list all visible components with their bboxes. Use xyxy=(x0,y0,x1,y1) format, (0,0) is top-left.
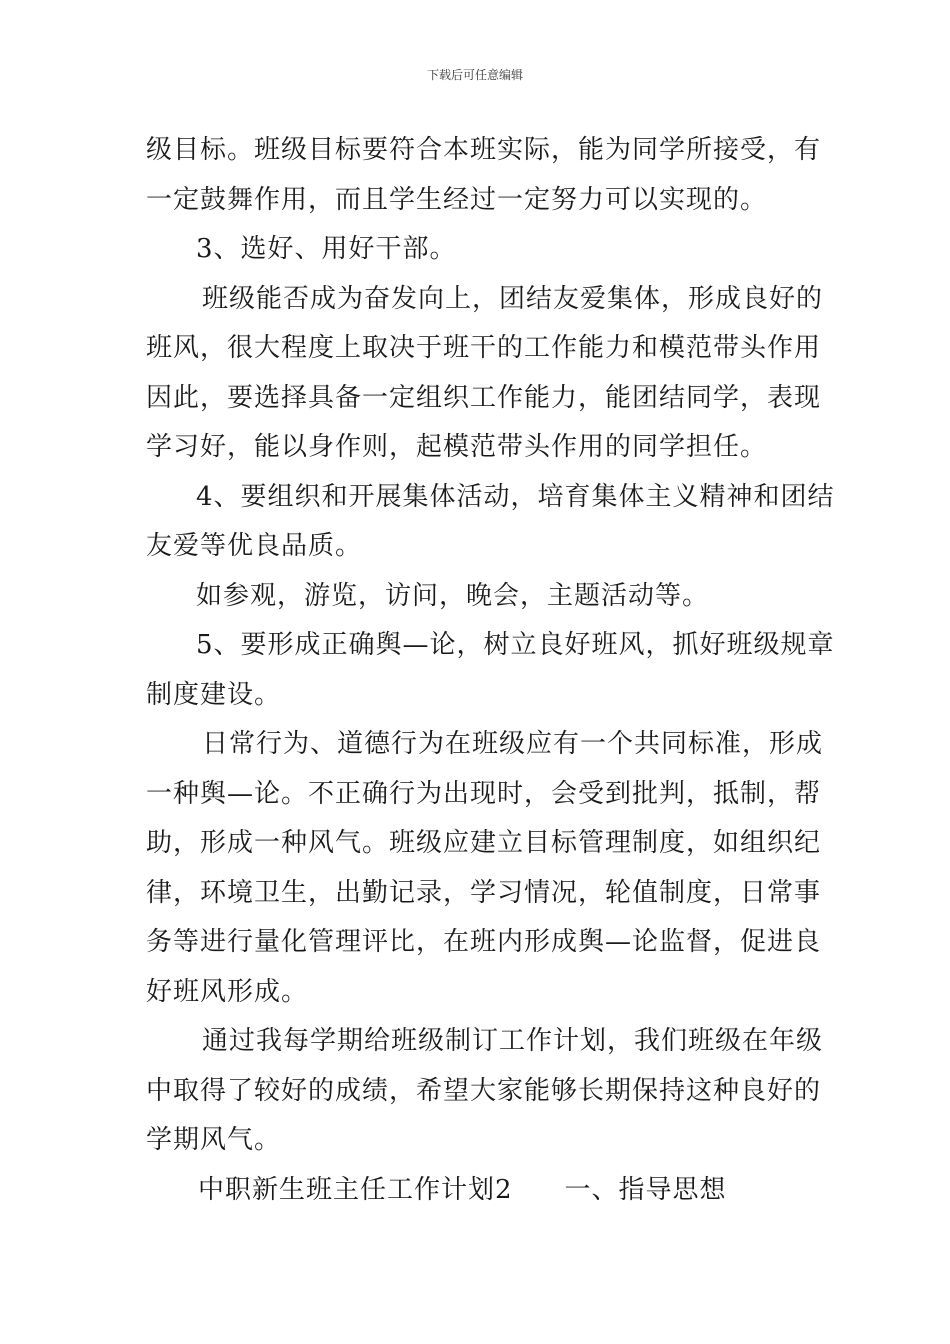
paragraph-start: 日常行为、道德行为在班级应有一个共同标准，形成 xyxy=(202,729,824,759)
text-line: 学习好，能以身作则，起模范带头作用的同学担任。 xyxy=(146,432,768,462)
section-title: 中职新生班主任工作计划2 xyxy=(198,1174,513,1205)
paragraph-start: 如参观，游览，访问，晚会，主题活动等。 xyxy=(196,580,710,611)
text-line: 一定鼓舞作用，而且学生经过一定努力可以实现的。 xyxy=(146,184,768,215)
text-line: 一种舆—论。不正确行为出现时，会受到批判，抵制，帮 xyxy=(146,778,822,809)
text-line: 中取得了较好的成绩，希望大家能够长期保持这种良好的 xyxy=(146,1075,822,1106)
text-line: 班风，很大程度上取决于班干的工作能力和模范带头作用 xyxy=(146,333,822,363)
text-line: 好班风形成。 xyxy=(146,976,309,1007)
text-line: 学期风气。 xyxy=(146,1125,282,1155)
text-line: 级目标。班级目标要符合本班实际，能为同学所接受，有 xyxy=(146,135,822,165)
section-subtitle: 一、指导思想 xyxy=(564,1174,727,1205)
text-line: 务等进行量化管理评比，在班内形成舆—论监督，促进良 xyxy=(146,927,822,957)
paragraph-start: 通过我每学期给班级制订工作计划，我们班级在年级 xyxy=(202,1026,824,1056)
document-body xyxy=(146,126,835,1215)
list-heading: 4、要组织和开展集体活动，培育集体主义精神和团结 xyxy=(196,481,835,512)
text-line: 因此，要选择具备一定组织工作能力，能团结同学，表现 xyxy=(146,382,822,413)
list-heading: 5、要形成正确舆—论，树立良好班风，抓好班级规章 xyxy=(196,630,835,660)
text-line: 友爱等优良品质。 xyxy=(146,531,363,561)
page-header: 下载后可任意编辑 xyxy=(426,68,523,82)
section-heading xyxy=(146,1166,810,1216)
paragraph-start: 班级能否成为奋发向上，团结友爱集体，形成良好的 xyxy=(202,283,824,314)
text-line: 助，形成一种风气。班级应建立目标管理制度，如组织纪 xyxy=(146,828,822,858)
list-heading: 3、选好、用好干部。 xyxy=(196,234,457,264)
text-line: 制度建设。 xyxy=(146,679,282,710)
text-line: 律，环境卫生，出勤记录，学习情况，轮值制度，日常事 xyxy=(146,877,822,908)
